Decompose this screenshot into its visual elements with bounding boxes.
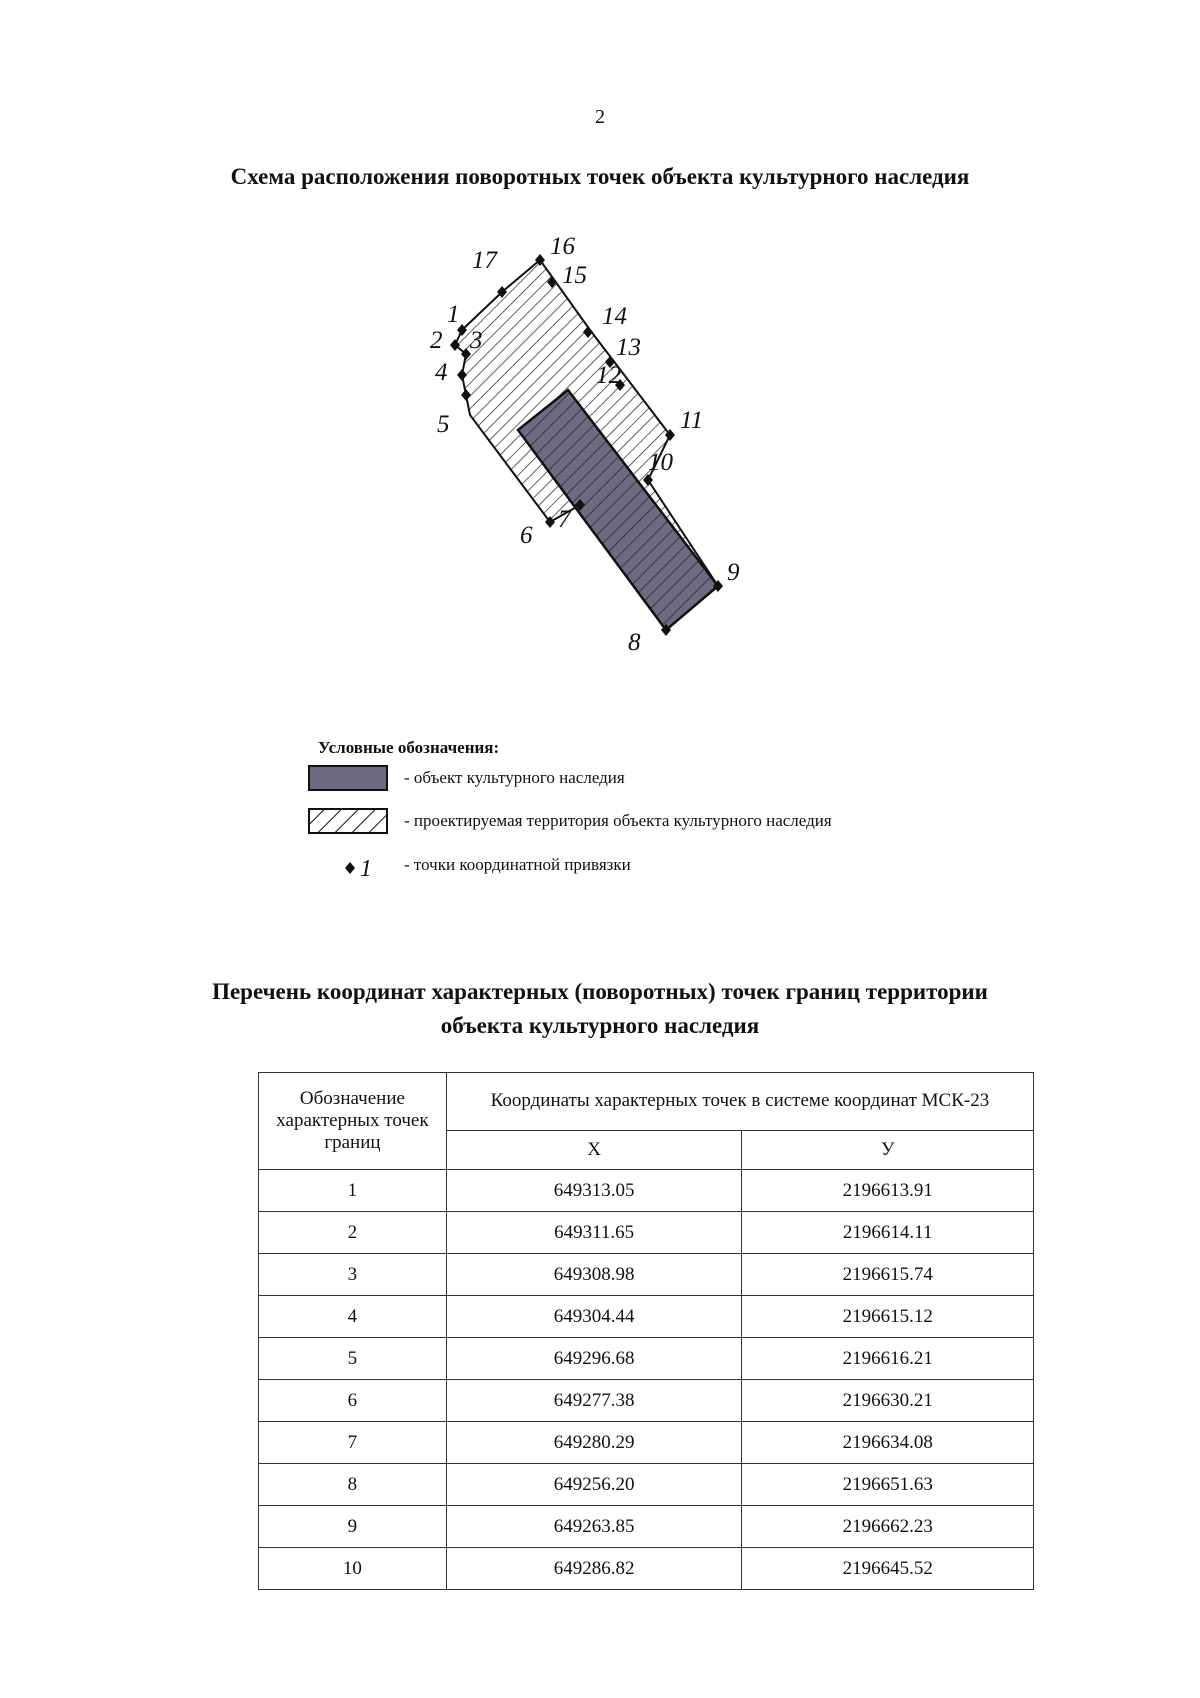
point-number-cell: 6 [259,1380,447,1422]
table-row [259,1338,1034,1380]
point-label: 14 [602,303,627,330]
points-designation-header: Обозначение характерных точек границ [259,1073,447,1170]
point-number-cell: 9 [259,1506,447,1548]
list-title-line1: Перечень координат характерных (поворотных) точек границ территории [212,979,988,1004]
point-number-cell: 8 [259,1464,447,1506]
point-number-cell: 2 [259,1212,447,1254]
point-label: 7 [558,506,571,533]
point-symbol-number: 1 [360,856,372,882]
territory-swatch [308,808,388,834]
legend-points-label: - точки координатной привязки [404,855,631,874]
x-coordinate-cell: 649308.98 [446,1254,742,1296]
x-coordinate-cell: 649304.44 [446,1296,742,1338]
legend-object-label: - объект культурного наследия [404,768,625,787]
point-label: 6 [520,522,533,549]
x-coordinate-cell: 649311.65 [446,1212,742,1254]
point-label: 13 [616,334,641,361]
table-row [259,1170,1034,1212]
point-label: 2 [430,327,443,354]
coordinates-header: Координаты характерных точек в системе координат МСК-23 [446,1073,1033,1131]
x-coordinate-cell: 649263.85 [446,1506,742,1548]
table-row [259,1380,1034,1422]
y-coordinate-cell: 2196645.52 [742,1548,1034,1590]
y-header: У [742,1130,1034,1169]
point-number-cell: 5 [259,1338,447,1380]
point-label: 4 [435,359,448,386]
point-label: 12 [596,362,621,389]
y-coordinate-cell: 2196615.74 [742,1254,1034,1296]
coordinates-body [259,1170,1034,1590]
y-coordinate-cell: 2196651.63 [742,1464,1034,1506]
x-coordinate-cell: 649313.05 [446,1170,742,1212]
point-number-cell: 1 [259,1170,447,1212]
y-coordinate-cell: 2196634.08 [742,1422,1034,1464]
list-title-line2: объекта культурного наследия [440,1013,760,1038]
point-label: 11 [680,407,704,434]
point-label: 16 [550,233,575,260]
point-symbol-icon [342,856,392,884]
x-header: Х [446,1130,742,1169]
y-coordinate-cell: 2196616.21 [742,1338,1034,1380]
point-number-cell: 10 [259,1548,447,1590]
table-row [259,1464,1034,1506]
list-title [0,975,1200,1043]
page-number: 2 [595,106,605,128]
x-coordinate-cell: 649296.68 [446,1338,742,1380]
x-coordinate-cell: 649286.82 [446,1548,742,1590]
legend-territory-label: - проектируемая территория объекта культурного наследия [404,811,832,830]
x-coordinate-cell: 649280.29 [446,1422,742,1464]
x-coordinate-cell: 649277.38 [446,1380,742,1422]
point-label: 1 [447,301,460,328]
point-number-cell: 4 [259,1296,447,1338]
point-number-cell: 3 [259,1254,447,1296]
y-coordinate-cell: 2196615.12 [742,1296,1034,1338]
y-coordinate-cell: 2196614.11 [742,1212,1034,1254]
boundary-scheme [0,0,1200,700]
legend-title: Условные обозначения: [318,738,500,757]
point-label: 9 [727,559,740,586]
y-coordinate-cell: 2196630.21 [742,1380,1034,1422]
table-row [259,1506,1034,1548]
y-coordinate-cell: 2196613.91 [742,1170,1034,1212]
y-coordinate-cell: 2196662.23 [742,1506,1034,1548]
table-row [259,1548,1034,1590]
point-label: 15 [562,262,587,289]
table-row [259,1422,1034,1464]
scheme-title: Схема расположения поворотных точек объекта культурного наследия [230,164,970,189]
table-row [259,1296,1034,1338]
point-number-cell: 7 [259,1422,447,1464]
x-coordinate-cell: 649256.20 [446,1464,742,1506]
point-label: 17 [472,247,497,274]
point-label: 5 [437,411,450,438]
point-label: 10 [648,449,673,476]
point-label: 8 [628,629,641,656]
point-label: 3 [470,327,483,354]
coordinates-table [258,1072,1034,1590]
table-row [259,1254,1034,1296]
object-swatch [308,765,388,791]
table-row [259,1212,1034,1254]
